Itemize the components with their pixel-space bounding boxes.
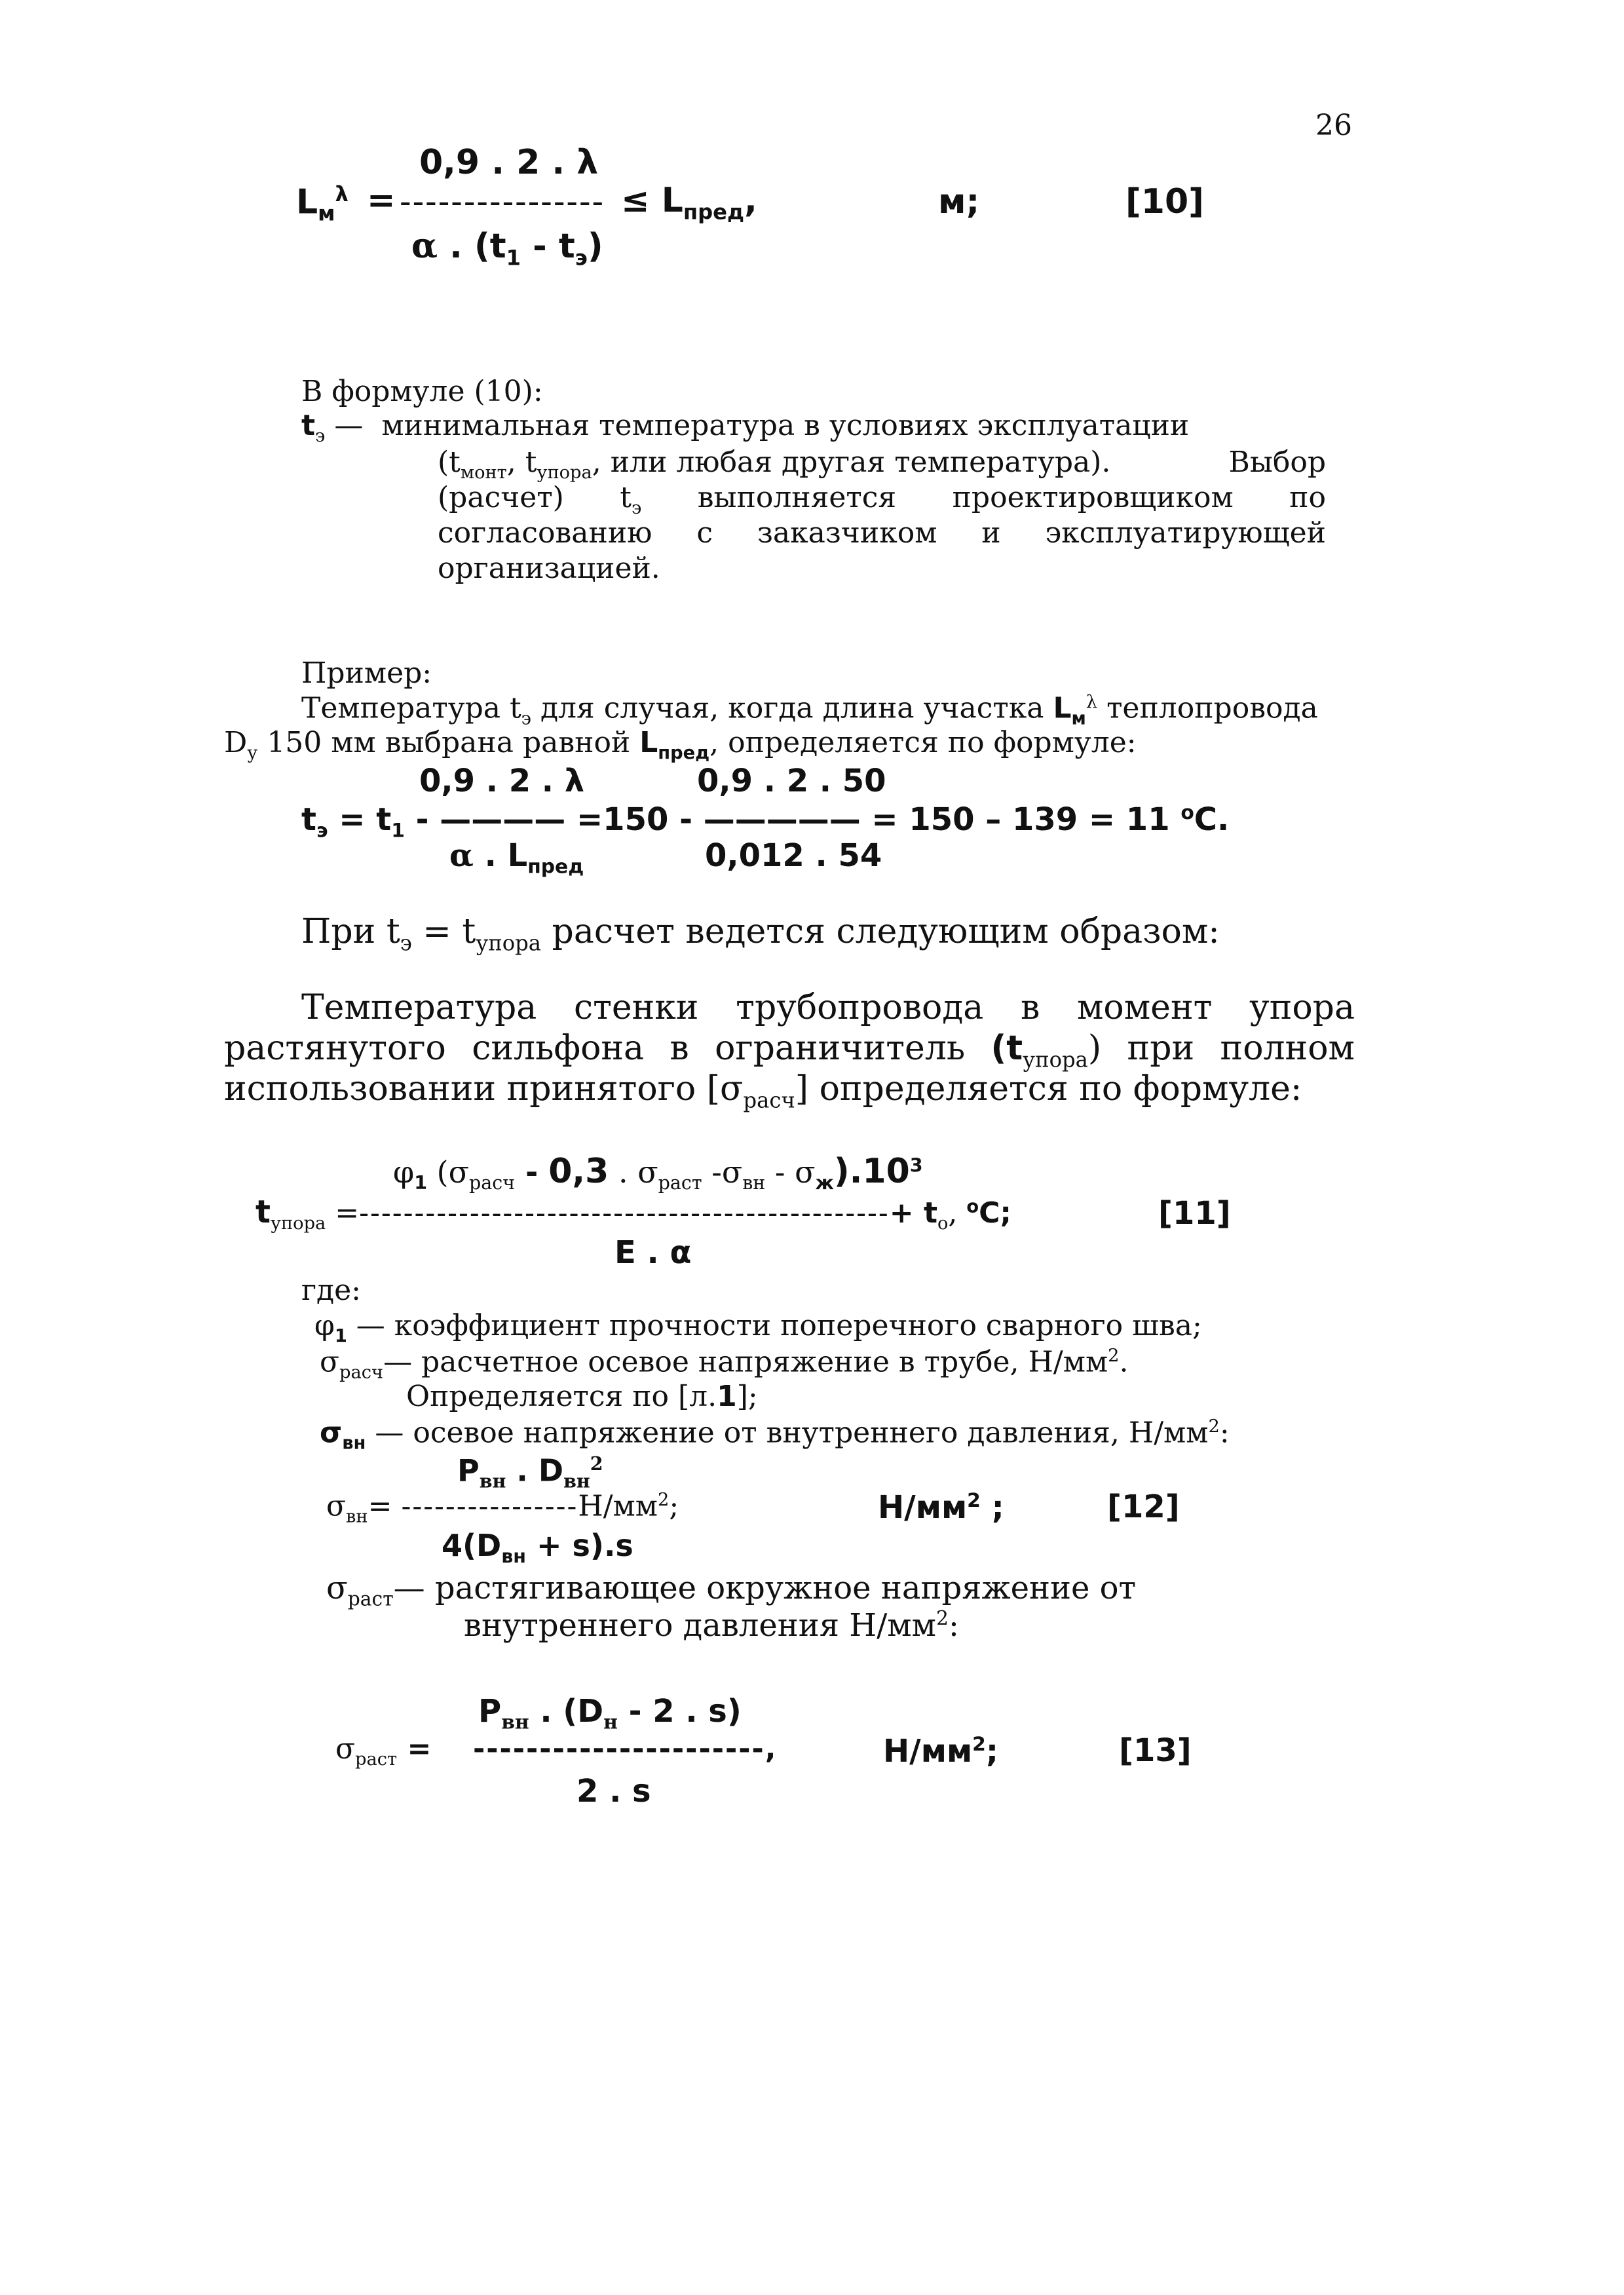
example-denominator-2: 0,012 . 54 (705, 837, 882, 874)
formula-13-lhs: $\sigma_{раст}$ = (335, 1732, 432, 1770)
formula-10-fraction-bar: ---------------- (400, 182, 605, 221)
formula-12-number: [12] (1107, 1489, 1180, 1525)
formula-10-denominator: α . $(t_1 - t_э)$ (411, 226, 603, 271)
formula-13-numerator: $P_{вн}$ . ($D_н - 2$ . s) (478, 1693, 742, 1734)
formula-10-unit: м; (938, 182, 980, 221)
paragraph-line-1: Температура стенки трубопровода в момент упора (301, 988, 1355, 1027)
where-label: где: (301, 1274, 362, 1307)
example-line-1: Температура $t_э$ для случая, когда длина участка $L_м^\lambda$ теплопровода (301, 691, 1318, 729)
formula-10-numerator: 0,9 . 2 . λ (419, 143, 599, 182)
where-sigma-rasch-def-line-2: Определяется по [л.1]; (406, 1380, 758, 1413)
page-number: 26 (1315, 109, 1352, 142)
example-numerator-2: 0,9 . 2 . 50 (697, 763, 886, 799)
definition-line-3: (расчет) $t_э$ выполняется проектировщиком по (438, 481, 1326, 518)
sigma-rast-def-line-1: $\sigma_{раст}—$ растягивающее окружное напряжение от (326, 1570, 1137, 1611)
formula-10-rhs: ≤ $L_{пред}$, (621, 181, 757, 225)
formula-12-numerator: $P_{вн}$ . $D_{вн}^2$ (457, 1452, 603, 1492)
example-denominator-1: α . $L_{пред}$ (449, 837, 584, 879)
formula-12-unit: $Н/мм^2$ ; (878, 1489, 1004, 1526)
sigma-rast-def-line-2: внутреннего давления $Н/мм^2$: (464, 1607, 960, 1644)
formula-10-number: [10] (1125, 182, 1204, 221)
example-formula-line: $t_э = t_1$ - ———— =150 - ————— = 150 – 139 = 11 $^о$С. (301, 801, 1230, 843)
definition-t-e: $t_э$ — минимальная температура в условиях эксплуатации (301, 409, 1190, 446)
formula-13-fraction-bar: ----------------------, (473, 1732, 778, 1766)
where-sigma-rasch-def: $\sigma_{расч}—$ расчетное осевое напряжение в трубе, $Н/мм^2$. (320, 1345, 1129, 1383)
formula-13-unit: $Н/мм^2$; (883, 1733, 999, 1770)
formula-11-number: [11] (1158, 1195, 1231, 1232)
formula-13-number: [13] (1119, 1732, 1192, 1769)
formula-10-lhs: $L_м^\lambda$ (296, 181, 349, 226)
formula-11-line: $t_{упора}$ =------------------------------------------------+ $t_о$, $^о$С; (255, 1194, 1012, 1234)
formula-10-equals: = (367, 181, 396, 220)
example-numerator-1: 0,9 . 2 . λ (419, 763, 585, 799)
definition-line-5: организацией. (438, 552, 660, 585)
where-phi-def: $\varphi_1$ — коэффициент прочности поперечного сварного шва; (314, 1309, 1202, 1346)
formula-12-line: $\sigma_{вн}= ----------------Н/мм^2$; (326, 1489, 679, 1527)
pri-line: При $t_э = t_{упора}$ расчет ведется следующим образом: (301, 912, 1220, 956)
formula-13-denominator: 2 . s (576, 1773, 651, 1810)
definition-line-4: согласованию с заказчиком и эксплуатирующей (438, 516, 1326, 550)
paragraph-line-2: растянутого сильфона в ограничитель $(t_{упора})$ при полном (224, 1029, 1355, 1072)
formula-12-denominator: $4(D_{вн} + s).s$ (442, 1528, 633, 1568)
paragraph-line-3: использовании принятого $[\sigma_{расч}]$ определяется по формуле: (224, 1069, 1302, 1113)
definitions-intro: В формуле (10): (301, 375, 543, 408)
formula-11-denominator: E . α (614, 1234, 692, 1271)
example-title: Пример: (301, 656, 432, 690)
definition-line-2: ($t_{монт}$, $t_{упора}$, или любая другая температура). Выбор (438, 446, 1326, 483)
where-sigma-vn-def: $\sigma_{вн}$ — осевое напряжение от внутреннего давления, $Н/мм^2$: (320, 1416, 1230, 1454)
formula-11-numerator: $\varphi_1$ ($\sigma_{расч} - 0,3$ . $\sigma_{раст}$ $-\sigma_{вн} - \sigma_ж).10^3$ (393, 1152, 923, 1194)
example-line-2: $D_у$ 150 мм выбрана равной $L_{пред}$, определяется по формуле: (224, 726, 1137, 763)
